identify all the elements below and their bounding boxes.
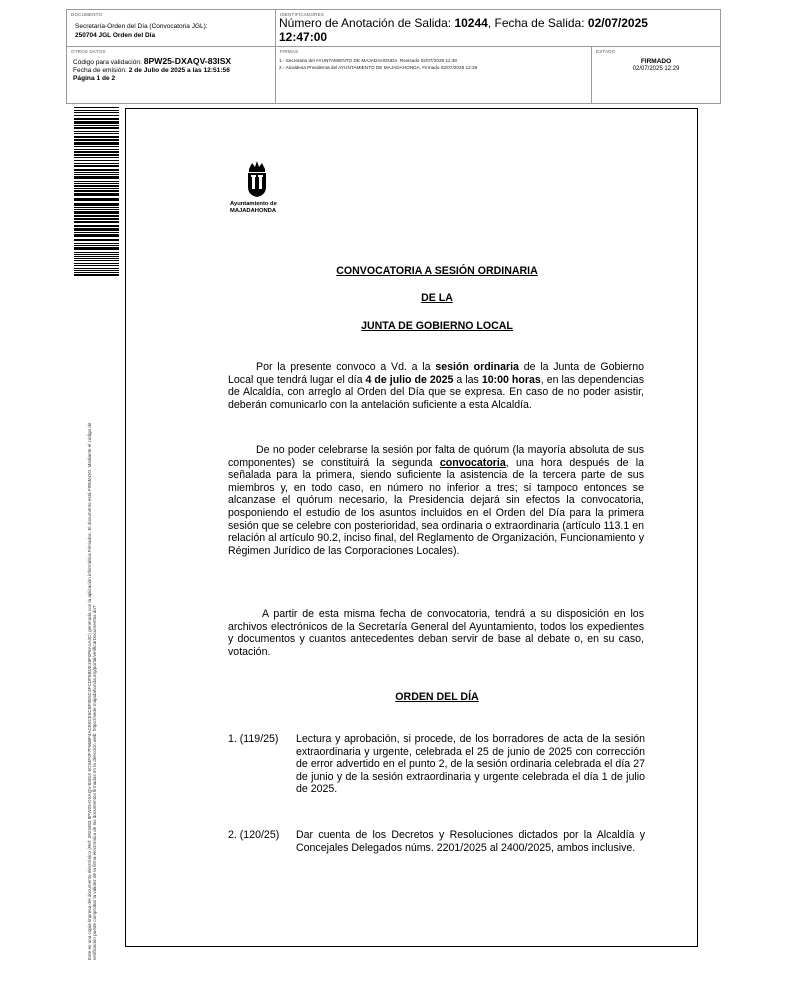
documento-line1: Secretaría-Orden del Día (Convocatoria JGL): [75,23,208,30]
paragraph-convocatoria [228,361,644,411]
p2-convocatoria: convocatoria [439,456,506,469]
documento-name [75,22,208,40]
agenda-item-text: Dar cuenta de los Decretos y Resoluciones dictados por la Alcaldía y Concejales Delegados núms. 2201/2025 al 2400/2025, ambos inclusive. [296,829,645,854]
otros-label: OTROS DATOS [71,49,106,54]
registro-date: 02/07/2025 [587,16,648,30]
p1-text-c: de la Junta de Gobierno Local que tendrá lugar el día [228,361,644,386]
firmas-cell [275,46,591,103]
firmas-label: FIRMAS [280,49,299,54]
document-header [66,9,721,104]
agenda-item-number: 2. (120/25) [228,829,280,841]
p1-hora: 10:00 horas [481,373,541,386]
estado-label: ESTADO [596,49,616,54]
registro-middle: , Fecha de Salida: [487,16,588,30]
paragraph-disposicion [228,608,644,658]
agenda-item-text: Lectura y aprobación, si procede, de los borradores de acta de la sesión extraordinaria y urgente, celebrada el 25 de junio de 2025 con corrección de error advertido en el punto 2, de la sesión ordinaria celebrada el día 27 de junio y de la sesión extraordinaria y urgente celebrada el día 1 de julio de 2025. [296,733,645,796]
title-line1: CONVOCATORIA A SESIÓN ORDINARIA [336,265,538,277]
registro-salida [279,16,699,44]
side-text-line1: Este es una copia impresa del documento electrónico (Ref: 3923483 8PW25-DXAQV-83ISX 6C94F0F7F96BF4ACE0CE5CBF0E5C4FCDF5BDE18F0F6A1A4C) generada con la aplicación informática Firmadoc. El documento está FIRMADO. Mediante el código de [87,422,92,960]
verification-side-text [87,280,98,960]
p1-text-e: a las [453,373,482,386]
documento-line2: 250704 JGL Orden del Día [75,32,156,39]
estado-value: FIRMADO [640,58,672,65]
coat-of-arms-icon [245,160,269,198]
otros-datos [73,58,231,82]
p1-text-g: , en las dependencias de Alcaldía, con arreglo al Orden del Día que se expresa. En caso de no poder asistir, deberán comunicarlo con la antelación suficiente a esta Alcaldía. [228,373,644,411]
orden-del-dia-title: ORDEN DEL DÍA [395,691,479,703]
p1-fecha: 4 de julio de 2025 [365,373,454,386]
codigo-prefix: Código para validación: [73,59,144,66]
documento-label: DOCUMENTO [71,12,103,17]
logo-text-line2: MAJADAHONDA [230,208,277,214]
logo-text [230,201,292,215]
estado-cell [591,46,720,103]
ayuntamiento-logo [230,160,292,215]
identificadores-label: IDENTIFICADORES [280,12,325,17]
codigo-validacion: 8PW25-DXAQV-83ISX [143,56,232,66]
estado-date: 02/07/2025 12:29 [632,66,680,72]
firma-1: 1.- Secretaria del AYUNTAMIENTO DE MAJADAHONDA. Revisado 02/07/2025 11:38 [279,58,457,63]
pagina-indicator: Página 1 de 2 [73,74,116,82]
p2-text-c: , una hora después de la señalada para la primera, siendo suficiente la asistencia de la tercera parte de sus miembros y, en todo caso, en número no inferior a tres; si tampoco entonces se alcanzase el quórum necesario, la Presidencia dejará sin efectos la convocatoria, posponiendo el estudio de los asuntos incluidos en el Orden del Día para la primera sesión que se celebre con posterioridad, sea ordinaria o extraordinaria (artículo 113.1 en relación al artículo 90.2, inciso final, del Reglamento de Organización, Funcionamiento y Régimen Jurídico de las Corporaciones Locales). [228,456,644,557]
fecha-emision-prefix: Fecha de emisión: [73,66,129,74]
barcode-bars [74,107,119,276]
p2-text-a: De no poder celebrarse la sesión por falta de quórum (la mayoría absoluta de sus componentes) se constituirá la segunda [228,444,644,469]
fecha-emision: 2 de Julio de 2025 a las 12:51:56 [128,66,230,74]
barcode-image [74,107,119,277]
registro-number: 10244 [454,16,488,30]
title-line2: DE LA [421,292,453,304]
p3-text: A partir de esta misma fecha de convocatoria, tendrá a su disposición en los archivos electrónicos de la Secretaría General del Ayuntamiento, todos los expedientes y documentos y cuantos antecedentes deban servir de base al debate o, en su caso, votación. [228,608,644,658]
otros-datos-cell [67,46,275,103]
documento-cell [67,10,275,46]
p1-sesion-ordinaria: sesión ordinaria [435,361,519,373]
registro-prefix: Número de Anotación de Salida: [279,16,455,30]
logo-text-line1: Ayuntamiento de [230,201,277,207]
p1-text-a: Por la presente convoco a Vd. a la [256,361,436,373]
paragraph-quorum [228,444,644,557]
side-text-line2: verificación puede comprobar la validez de la firma electrónica de los documentos firmados en la dirección web: https://sede.majadahonda.org/portal/verificarDocumentos.do? [92,605,98,960]
identificadores-cell [275,10,720,46]
agenda-item-number: 1. (119/25) [228,733,279,745]
title-line3: JUNTA DE GOBIERNO LOCAL [361,320,513,332]
firmas-list [279,57,477,71]
firma-2: 2.- Alcaldesa Presidenta del AYUNTAMIENTO DE MAJADAHONDA. Firmado 02/07/2025 12:29 [279,65,478,70]
registro-time: 12:47:00 [279,30,328,44]
